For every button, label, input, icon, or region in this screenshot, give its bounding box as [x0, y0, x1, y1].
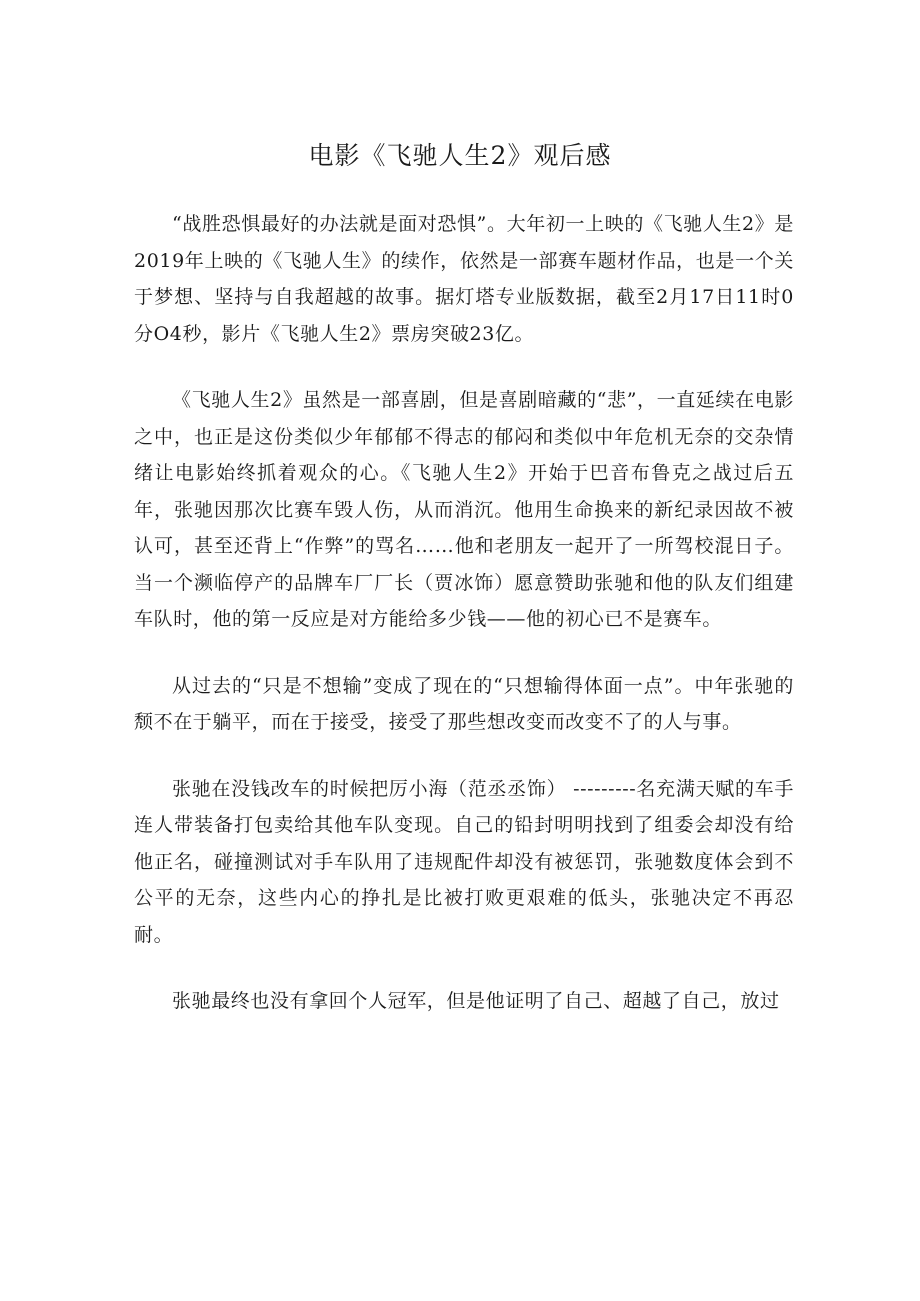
article-body	[134, 206, 794, 1050]
paragraph-1: “战胜恐惧最好的办法就是面对恐惧”。大年初一上映的《飞驰人生2》是2019年上映的《飞驰人生》的续作，依然是一部赛车题材作品，也是一个关于梦想、坚持与自我超越的故事。据灯塔专业版数据，截至2月17日11时0分O4秒，影片《飞驰人生2》票房突破23亿。	[134, 213, 794, 345]
paragraph-2: 《飞驰人生2》虽然是一部喜剧，但是喜剧暗藏的“悲”，一直延续在电影之中，也正是这份类似少年郁郁不得志的郁闷和类似中年危机无奈的交杂情绪让电影始终抓着观众的心。《飞驰人生2》开始于巴音布鲁克之战过后五年，张驰因那次比赛车毁人伤，从而消沉。他用生命换来的新纪录因故不被认可，甚至还背上“作弊”的骂名……他和老朋友一起开了一所驾校混日子。当一个濒临停产的品牌车厂厂长（贾冰饰）愿意赞助张驰和他的队友们组建车队时，他的第一反应是对方能给多少钱——他的初心已不是赛车。	[134, 389, 794, 630]
paragraph-5: 张驰最终也没有拿回个人冠军，但是他证明了自己、超越了自己，放过	[172, 990, 780, 1012]
paragraph-3: 从过去的“只是不想输”变成了现在的“只想输得体面一点”。中年张驰的颓不在于躺平，而在于接受，接受了那些想改变而改变不了的人与事。	[134, 674, 794, 733]
paragraph-4: 张驰在没钱改车的时候把厉小海（范丞丞饰） ---------名充满天赋的车手连人带装备打包卖给其他车队变现。自己的铅封明明找到了组委会却没有给他正名，碰撞测试对手车队用了违规配件却没有被惩罚，张驰数度体会到不公平的无奈，这些内心的挣扎是比被打败更艰难的低头，张驰决定不再忍耐。	[134, 777, 794, 946]
page-title: 电影《飞驰人生2》观后感	[308, 141, 612, 170]
